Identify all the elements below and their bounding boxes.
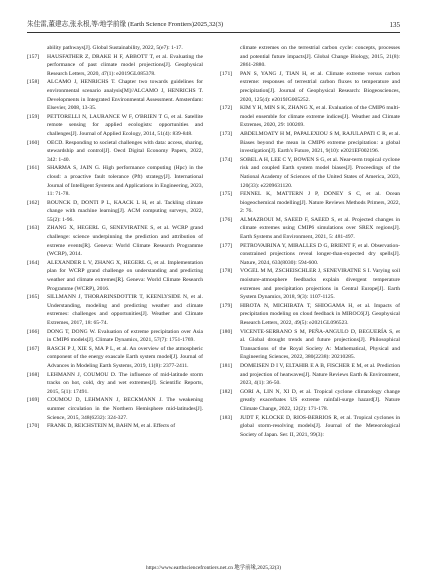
reference-entry [220,414,400,440]
reference-text: ALMAZROUI M, SAEED F, SAEED S, et al. Projected changes in climate extremes using CMIP6 simulations over SREX regions[J]. Earth Systems and Environment, 2021, 5: 481-497. [240,216,400,241]
reference-number: [159] [27,113,40,120]
reference-number: [167] [27,345,40,352]
reference-number: [181] [220,362,233,369]
reference-text: GORI A, LIN N, XI D, et al. Tropical cyclone climatology change greatly exacerbates US extreme rainfall-surge hazard[J]. Nature Climate Change, 2022, 12(2): 171-178. [240,388,400,412]
reference-text: ABDELMOATY H M, PAPALEXIOU S M, RAJULAPATI C R, et al. Biases beyond the mean in CMIP6 extreme precipitation: a global investigation[J]. Earth's Future, 2021, 9(10): e2021EF002196. [240,130,400,155]
reference-entry [220,216,400,242]
reference-text: DOMEISEN D I V, ELTAHIR E A B, FISCHER E M, et al. Prediction and projection of heatwaves[J]. Nature Reviews Earth & Environment, 2023, 4(1): 36-50. [240,362,400,387]
reference-number: [162] [27,199,40,206]
reference-number: [180] [220,328,233,335]
reference-entry [27,422,203,431]
reference-number: [166] [27,328,40,335]
reference-text: PETTORELLI N, LAURANCE W F, O'BRIEN T G, et al. Satellite remote sensing for applied ecologists: opportunities and challenges[J]. Journal of Applied Ecology, 2014, 51(4): 839-848. [47,113,203,137]
reference-text: JUDT F, KLOCKE D, RIOS-BERRIOS R, et al. Tropical cyclones in global storm-resolving models[J]. Journal of the Meteorological Society of Japan. Ser. II, 2021, 99(3): [240,414,400,438]
running-header [27,18,400,33]
reference-entry [27,224,203,258]
reference-entry [27,345,203,371]
reference-entry [27,259,203,293]
reference-number: [174] [220,156,233,163]
reference-number: [177] [220,242,233,249]
reference-entry [27,371,203,397]
reference-number: [170] [27,423,40,430]
reference-number: [171] [220,70,233,77]
reference-text: BOUNCK D, DONTI P L, KAACK L H, et al. Tackling climate change with machine learning[J]. ACM computing surveys, 2022, 55(2): 1-96. [47,199,203,223]
reference-text: SOBEL A H, LEE C Y, BOWEN S G, et al. Near-term tropical cyclone risk and coupled Earth system model biases[J]. Proceedings of the National Academy of Sciences of the United States of America, 2023, 120(33): e2209631120. [240,156,400,189]
reference-number: [173] [220,130,233,137]
reference-text: DONG T, DONG W. Evaluation of extreme precipitation over Asia in CMIP6 models[J]. Climate Dynamics, 2021, 57(7): 1751-1769. [47,328,203,344]
reference-entry [220,156,400,190]
reference-number: [164] [27,259,40,266]
reference-entry [220,70,400,104]
reference-text: RASCH P J, XIE S, MA P L, et al. An overview of the atmospheric component of the energy exascale Earth system model[J]. Journal of Advances in Modeling Earth Systems, 2019, 11(8): 2377-2411. [47,345,203,369]
reference-entry [27,396,203,422]
reference-text: COUMOU D, LEHMANN J, BECKMANN J. The weakening summer circulation in the Northern Hemisphere mid-latitudes[J]. Science, 2015, 348(6232): 324-327. [47,397,203,421]
reference-entry [27,113,203,139]
reference-number: [161] [27,165,40,172]
reference-number: [165] [27,294,40,301]
reference-number: [169] [27,397,40,404]
page-number: 135 [389,21,400,29]
reference-number: [172] [220,105,233,112]
reference-number: [182] [220,388,233,395]
reference-number: [183] [220,414,233,421]
header-journal-info: (Earth Science Frontiers)2025,32(3) [127,21,224,28]
reference-entry [220,44,400,70]
reference-text: LEHMANN J, COUMOU D. The influence of mid-latitude storm tracks on hot, cold, dry and wet extremes[J]. Scientific Reports, 2015, 5(1): 17491. [47,371,203,395]
reference-entry [220,362,400,388]
reference-entry [220,388,400,414]
page-footer [0,563,427,571]
reference-text: FENNEL K, MATTERN J P, DONEY S C, et al. Ocean biogeochemical modelling[J]. Nature Reviews Methods Primers, 2022, 2: 76. [240,191,400,215]
reference-entry [27,44,203,53]
footer-url: https://www.earthsciencefrontiers.net.cn [146,565,233,571]
reference-entry [27,139,203,165]
header-authors: 朱佳雷,董建志,张永根,等/地学前缘 [27,21,127,28]
reference-text: SHARMA S, JAIN G. High performance computing (Hpc) in the cloud: a proactive fault tolerance (Pft) strategy[J]. International Journal of Intelligent Systems and Applications in Engineering, 2023, 11: 71-78. [47,165,203,198]
reference-number: [158] [27,79,40,86]
reference-number: [176] [220,216,233,223]
reference-number: [178] [220,268,233,275]
reference-entry [27,164,203,198]
reference-entry [27,328,203,345]
reference-text: OECD. Responding to societal challenges with data: access, sharing, stewardship and control[J]. Oecd Digital Economy Papers, 2022, 342: 1-40. [47,139,203,163]
reference-entry [220,242,400,268]
reference-text: HIROTA N, MICHIBATA T, SHIOGAMA H, et al. Impacts of precipitation modeling on cloud feedback in MIROC6[J]. Geophysical Research Letters, 2022, 49(5): e2021GL096523. [240,302,400,326]
footer-journal: 地学前缘,2025,32(3) [234,565,281,571]
reference-text: FRANK D, REICHSTEIN M, BAHN M, et al. Effects of [47,423,176,430]
reference-list-right-column [220,44,400,439]
reference-entry [220,104,400,130]
running-header-citation [27,18,223,32]
reference-number: [157] [27,53,40,60]
reference-list-left-column [27,44,203,431]
reference-text: ability pathways[J]. Global Sustainability, 2022, 5(e7): 1-17. [47,45,183,51]
reference-text: ZHANG X, HEGERL G, SENEVIRATNE S, et al. WCRP grand challenge: science underpinning the prediction and attribution of extreme events[R]. Geneva: World Climate Research Programme (WCRP), 2014. [47,225,203,258]
reference-entry [220,130,400,156]
reference-entry [220,328,400,362]
reference-text: VICENTE-SERRANO S M, PEÑA-ANGULO D, BEGUERÍA S, et al. Global drought trends and future projections[J]. Philosophical Transactions of the Royal Society A: Mathematical, Physical and Engineering Sciences, 2022, 380(2238): 20210285. [240,328,400,361]
reference-text: ALEXANDER L V, ZHANG X, HEGERL G, et al. Implementation plan for WCRP grand challenge on understanding and predicting weather and climate extremes[R]. Geneva: World Climate Research Programme (WCRP), 2016. [47,259,203,292]
reference-entry [27,53,203,79]
reference-text: climate extremes on the terrestrial carbon cycle: concepts, processes and potential future impacts[J]. Global Change Biology, 2015, 21(8): 2861-2880. [240,45,400,69]
reference-text: VOGEL M M, ZSCHEISCHLER J, SENEVIRATNE S I. Varying soil moisture-atmosphere feedbacks explain divergent temperature extremes and precipitation projections in Central Europe[J]. Earth System Dynamics, 2018, 9(3): 1107-1125. [240,268,400,301]
reference-entry [220,267,400,301]
reference-number: [163] [27,225,40,232]
reference-entry [220,302,400,328]
reference-text: PETROVAIRINA Y, MIRALLES D G, BRIENT F, et al. Observation-constrained projections reveal longer-than-expected dry spells[J]. Nature, 2024, 633(8030): 594-600. [240,242,400,266]
reference-text: KIM Y H, MIN S K, ZHANG X, et al. Evaluation of the CMIP6 multi-model ensemble for climate extreme indices[J]. Weather and Climate Extremes, 2020, 29: 100269. [240,105,400,129]
reference-number: [168] [27,371,40,378]
reference-entry [27,78,203,112]
reference-text: ALCAMO J, HENRICHS T. Chapter two towards guidelines for environmental scenario analysis[M]//ALCAMO J, HENRICHS T. Developments in Integrated Environmental Assessment. Amsterdam: Elsevier, 2008, 13-35. [47,79,203,112]
reference-text: PAN S, YANG J, TIAN H, et al. Climate extreme versus carbon extreme: responses of terrestrial carbon fluxes to temperature and precipitation[J]. Journal of Geophysical Research: Biogeosciences, 2020, 125(4): e2019JG005252. [240,70,400,103]
reference-entry [27,199,203,225]
reference-entry [220,190,400,216]
reference-text: HAUSFATHER Z, DRAKE H F, ABBOTT T, et al. Evaluating the performance of past climate model projections[J]. Geophysical Research Letters, 2020, 47(1): e2019GL085378. [47,53,203,77]
reference-text: SILLMANN J, THORARINSDOTTIR T, KEENLYSIDE N, et al. Understanding, modeling and predicting weather and climate extremes: challenges and opportunities[J]. Weather and Climate Extremes, 2017, 18: 65-74. [47,294,203,326]
reference-number: [160] [27,139,40,146]
reference-number: [179] [220,302,233,309]
reference-entry [27,293,203,327]
reference-number: [175] [220,191,233,198]
